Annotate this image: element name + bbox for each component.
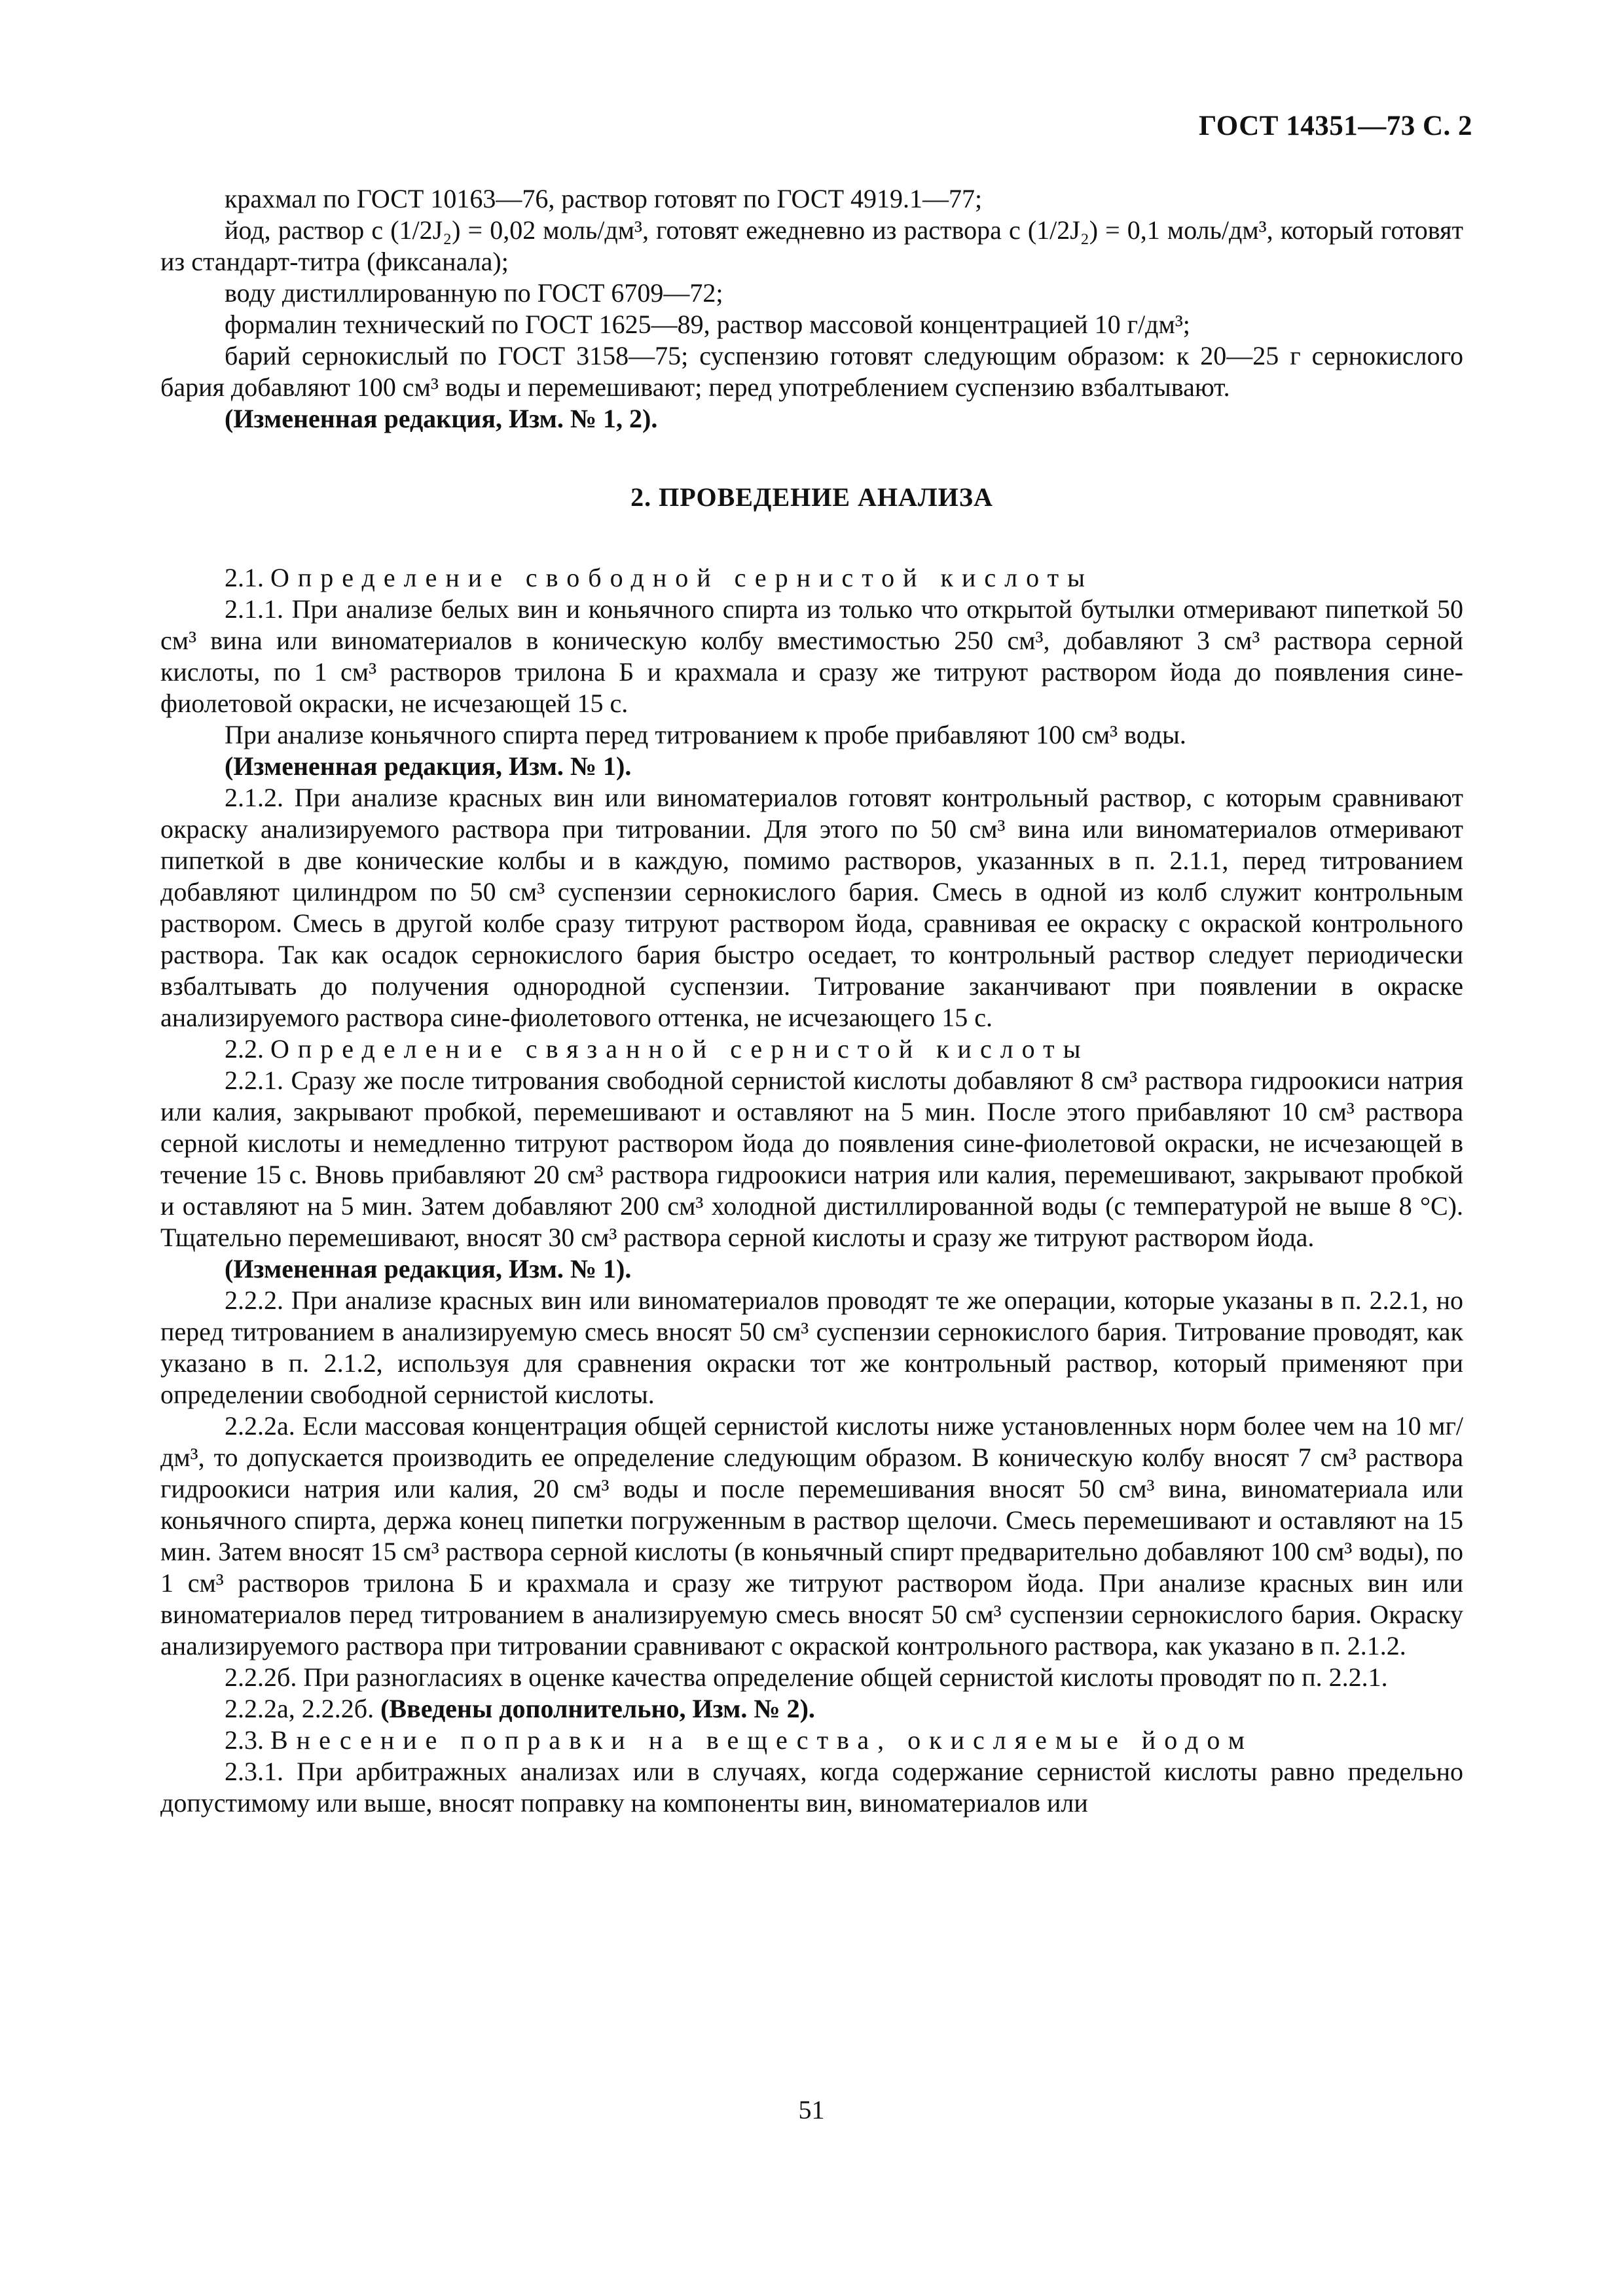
paragraph-2-1-1: 2.1.1. При анализе белых вин и коньячного спирта из только что открытой бутылки отмеривают пипеткой 50 см³ вина или виноматериалов в коническую колбу вместимостью 250 см³, добавляют 3 см³ раствора серной кислоты, по 1 см³ растворов трилона Б и крахмала и сразу же титруют раствором йода до появления сине-фиолетовой окраски, не исчезающей 15 с.: [160, 594, 1463, 718]
amendment-text: (Введены дополнительно, Изм. № 2).: [380, 1694, 815, 1723]
reagent-item: барий сернокислый по ГОСТ 3158—75; суспензию готовят следующим образом: к 20—25 г сернокислого бария добавляют 100 см³ воды и перемешивают; перед употреблением суспензию взбалтывают.: [160, 341, 1463, 402]
subsection-title-2-3: [160, 1725, 1463, 1756]
amendment-note-2: [160, 1693, 1463, 1725]
paragraph-2-2-2a: 2.2.2а. Если массовая концентрация общей сернистой кислоты ниже установленных норм более чем на 10 мг/дм³, то допускается производить ее определение следующим образом. В коническую колбу вносят 7 см³ раствора гидроокиси натрия или калия, 20 см³ воды и после перемешивания вносят 50 см³ вина, виноматериала или коньячного спирта, держа конец пипетки погруженным в раствор щелочи. Смесь перемешивают и оставляют на 15 мин. Затем вносят 15 см³ раствора серной кислоты (в коньячный спирт предварительно добавляют 100 см³ воды), по 1 см³ растворов трилона Б и крахмала и сразу же титруют раствором йода. При анализе красных вин или виноматериалов перед титрованием в анализируемую смесь вносят 50 см³ суспензии сернокислого бария. Окраску анализируемого раствора при титровании сравнивают с окраской контрольного раствора, как указано в п. 2.1.2.: [160, 1411, 1463, 1660]
amendment-refs: 2.2.2а, 2.2.2б.: [225, 1694, 374, 1723]
subsection-title: Определение связанной сернистой кислоты: [270, 1034, 1089, 1064]
amendment-note: (Измененная редакция, Изм. № 1).: [225, 1254, 632, 1283]
page-header: ГОСТ 14351—73 С. 2: [1198, 111, 1472, 141]
subsection-number: 2.3.: [225, 1725, 264, 1755]
reagent-item: йод, раствор c (1/2J₂) = 0,02 моль/дм³, готовят ежедневно из раствора c (1/2J₂) = 0,1 моль/дм³, который готовят из стандарт-титра (фиксанала);: [160, 215, 1463, 276]
paragraph-2-3-1: 2.3.1. При арбитражных анализах или в случаях, когда содержание сернистой кислоты равно предельно допустимому или выше, вносят поправку на компоненты вин, виноматериалов или: [160, 1757, 1463, 1818]
paragraph-2-1-1-cognac: При анализе коньячного спирта перед титрованием к пробе прибавляют 100 см³ воды.: [225, 720, 1186, 749]
paragraph-2-2-1: 2.2.1. Сразу же после титрования свободной сернистой кислоты добавляют 8 см³ раствора гидроокиси натрия или калия, закрывают пробкой, перемешивают и оставляют на 5 мин. После этого прибавляют 10 см³ раствора серной кислоты и немедленно титруют раствором йода до появления сине-фиолетовой окраски, не исчезающей в течение 15 с. Вновь прибавляют 20 см³ раствора гидроокиси натрия или калия, перемешивают, закрывают пробкой и оставляют на 5 мин. Затем добавляют 200 см³ холодной дистиллированной воды (с температурой не выше 8 °С). Тщательно перемешивают, вносят 30 см³ раствора серной кислоты и сразу же титруют раствором йода.: [160, 1066, 1463, 1252]
paragraph-2-2-2: 2.2.2. При анализе красных вин или виноматериалов проводят те же операции, которые указаны в п. 2.2.1, но перед титрованием в анализируемую смесь вносят 50 см³ суспензии сернокислого бария. Титрование проводят, как указано в п. 2.1.2, используя для сравнения окраски тот же контрольный раствор, который применяют при определении свободной сернистой кислоты.: [160, 1285, 1463, 1409]
subsection-number: 2.2.: [225, 1034, 264, 1064]
paragraph-2-1-2: 2.1.2. При анализе красных вин или виноматериалов готовят контрольный раствор, с которым сравнивают окраску анализируемого раствора при титровании. Для этого по 50 см³ вина или виноматериалов отмеривают пипеткой в две конические колбы и в каждую, помимо растворов, указанных в п. 2.1.1, перед титрованием добавляют цилиндром по 50 см³ суспензии сернокислого бария. Смесь в одной из колб служит контрольным раствором. Смесь в другой колбе сразу титруют раствором йода, сравнивая ее окраску с окраской контрольного раствора. Так как осадок сернокислого бария быстро оседает, то контрольный раствор следует периодически взбалтывать до получения однородной суспензии. Титрование заканчивают при появлении в окраске анализируемого раствора сине-фиолетового оттенка, не исчезающего 15 с.: [160, 783, 1463, 1032]
reagent-item: воду дистиллированную по ГОСТ 6709—72;: [225, 278, 723, 308]
amendment-note: (Измененная редакция, Изм. № 1, 2).: [225, 404, 658, 433]
reagent-item: крахмал по ГОСТ 10163—76, раствор готовят по ГОСТ 4919.1—77;: [225, 184, 983, 213]
section-title: 2. ПРОВЕДЕНИЕ АНАЛИЗА: [630, 482, 993, 512]
page-number: 51: [798, 2095, 825, 2125]
paragraph-2-2-2b: 2.2.2б. При разногласиях в оценке качества определение общей сернистой кислоты проводят по п. 2.2.1.: [225, 1662, 1388, 1692]
amendment-note: (Измененная редакция, Изм. № 1).: [225, 751, 632, 781]
subsection-number: 2.1.: [225, 563, 264, 592]
reagent-item: формалин технический по ГОСТ 1625—89, раствор массовой концентрацией 10 г/дм³;: [225, 310, 1190, 339]
subsection-title-2-1: [160, 562, 1463, 594]
subsection-title: Определение свободной сернистой кислоты: [270, 563, 1093, 592]
subsection-title: Внесение поправки на вещества, окисляемые йодом: [270, 1725, 1253, 1755]
document-body: [160, 183, 1463, 1819]
subsection-title-2-2: [160, 1033, 1463, 1065]
